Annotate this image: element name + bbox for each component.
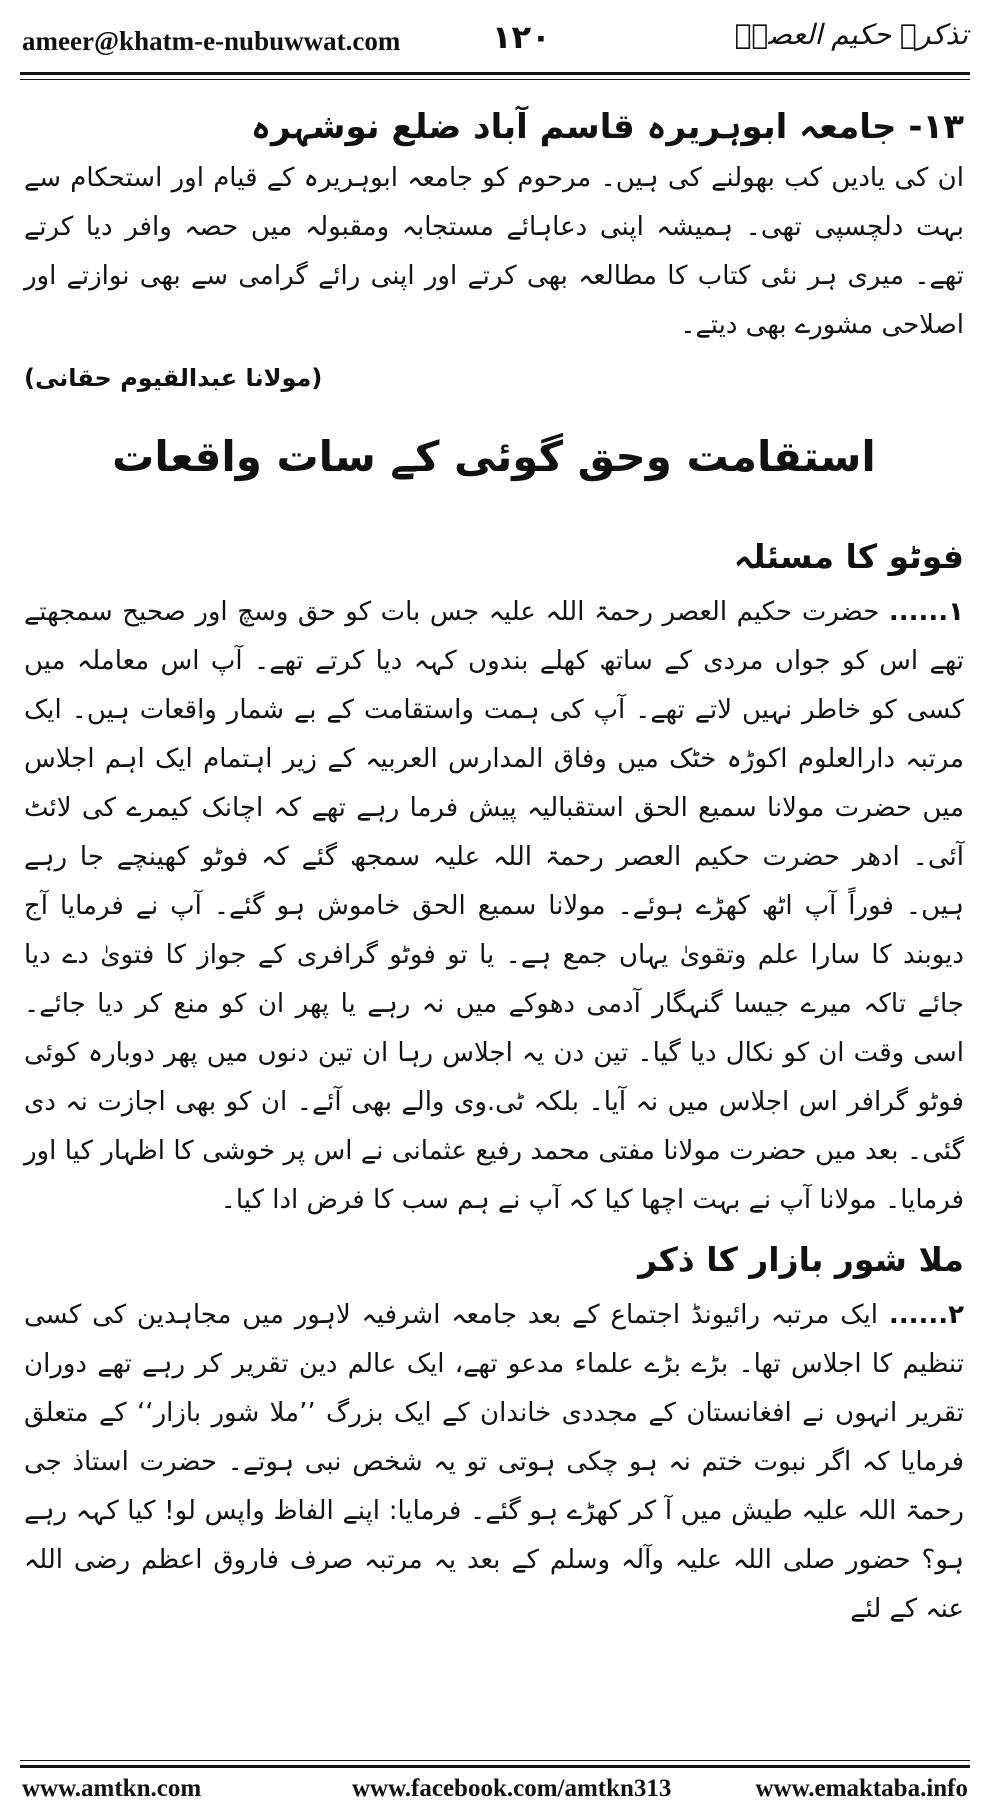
section-heading-jamia: ۱۳- جامعہ ابوہریرہ قاسم آباد ضلع نوشہرہ (251, 107, 964, 147)
footer-link-emaktaba[interactable]: www.emaktaba.info (755, 1775, 968, 1802)
item-number-1: ۱...... (888, 597, 964, 627)
page-number: ۱۲۰ (492, 18, 551, 56)
section-body-jamia: ان کی یادیں کب بھولنے کی ہیں۔ مرحوم کو جامعہ ابوہریرہ کے قیام اور استحکام سے بہت دلچسپی تھی۔ ہمیشہ اپنی دعاہائے مستجابہ ومقبولہ میں حصہ وافر دیا کرتے تھے۔ میری ہر نئی کتاب کا مطالعہ بھی کرتے اور اپنی رائے گرامی سے بھی نوازتے اور اصلاحی مشورے بھی دیتے۔ (24, 163, 964, 340)
header-rule (20, 72, 970, 80)
section-heading-photo: فوٹو کا مسئلہ (733, 537, 964, 576)
item-number-2: ۲...... (888, 1300, 964, 1330)
footer-link-amtkn[interactable]: www.amtkn.com (22, 1775, 202, 1802)
chapter-title: استقامت وحق گوئی کے سات واقعات (112, 432, 876, 481)
footer-link-facebook[interactable]: www.facebook.com/amtkn313 (352, 1775, 672, 1802)
page-header (22, 14, 968, 62)
page-content (24, 104, 964, 1634)
shor-bazar-narrative: ایک مرتبہ رائیونڈ اجتماع کے بعد جامعہ اشرفیہ لاہور میں مجاہدین کی کسی تنظیم کا اجلاس تھا۔ بڑے بڑے علماء مدعو تھے، ایک عالم دین تقریر کر رہے تھے دوران تقریر انہوں نے افغانستان کے مجددی خاندان کے ایک بزرگ ’’ملا شور بازار‘‘ کے متعلق فرمایا کہ اگر نبوت ختم نہ ہو چکی ہوتی تو یہ شخص نبی ہوتے۔ حضرت استاذ جی رحمۃ اللہ علیہ طیش میں آ کر کھڑے ہو گئے۔ فرمایا: اپنے الفاظ واپس لو! کیا کہہ رہے ہو؟ حضور صلی اللہ علیہ وآلہ وسلم کے بعد یہ مرتبہ صرف فاروق اعظم رضی اللہ عنہ کے لئے (24, 1300, 964, 1624)
author-credit: (مولانا عبدالقیوم حقانی) (24, 364, 323, 392)
photo-narrative: حضرت حکیم العصر رحمۃ اللہ علیہ جس بات کو حق وسچ اور صحیح سمجھتے تھے اس کو جواں مردی کے ساتھ کھلے بندوں کہہ دیا کرتے تھے۔ آپ اس معاملہ میں کسی کو خاطر نہیں لاتے تھے۔ آپ کی ہمت واستقامت کے بے شمار واقعات ہیں۔ ایک مرتبہ دارالعلوم اکوڑہ خٹک میں وفاق المدارس العربیہ کے زیر اہتمام ایک اہم اجلاس میں حضرت مولانا سمیع الحق استقبالیہ پیش فرما رہے تھے کہ اچانک کیمرے کی لائٹ آئی۔ ادھر حضرت حکیم العصر رحمۃ اللہ علیہ سمجھ گئے کہ فوٹو کھینچے جا رہے ہیں۔ فوراً آپ اٹھ کھڑے ہوئے۔ مولانا سمیع الحق خاموش ہو گئے۔ آپ نے فرمایا آج دیوبند کا سارا علم وتقویٰ یہاں جمع ہے۔ یا تو فوٹو گرافری کے جواز کا فتویٰ دے دیا جائے تاکہ میرے جیسا گنہگار آدمی دھوکے میں نہ رہے یا پھر ان کو منع کر دیا جائے۔ اسی وقت ان کو نکال دیا گیا۔ تین دن یہ اجلاس رہا ان تین دنوں میں پھر دوبارہ کوئی فوٹو گرافر اس اجلاس میں نہ آیا۔ بلکہ ٹی.وی والے بھی آئے۔ ان کو بھی اجازت نہ دی گئی۔ بعد میں حضرت مولانا مفتی محمد رفیع عثمانی نے اس پر خوشی کا اظہار کیا اور فرمایا۔ مولانا آپ نے بہت اچھا کیا کہ آپ نے ہم سب کا فرض ادا کیا۔ (24, 597, 965, 1215)
header-email: ameer@khatm-e-nubuwwat.com (22, 26, 401, 56)
section-heading-shor-bazar: ملا شور بازار کا ذکر (638, 1240, 964, 1279)
book-title: تذکرہ حکیم العصرؒ (734, 18, 968, 51)
section-body-photo (24, 588, 964, 1225)
page-footer (22, 1775, 968, 1809)
section-body-shor-bazar (24, 1291, 964, 1634)
footer-rule (20, 1760, 970, 1768)
